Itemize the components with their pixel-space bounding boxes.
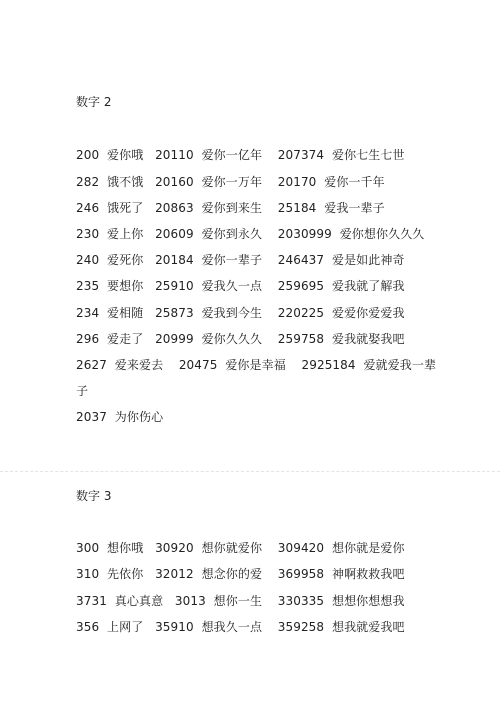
section-heading-digit-2: 数字 2 bbox=[76, 95, 112, 109]
text-line: 240 爱死你 20184 爱你一辈子 246437 爱是如此神奇 bbox=[76, 253, 405, 267]
text-line: 300 想你哦 30920 想你就爱你 309420 想你就是爱你 bbox=[76, 541, 405, 555]
text-line: 子 bbox=[76, 384, 89, 398]
text-line: 235 要想你 25910 爱我久一点 259695 爱我就了解我 bbox=[76, 279, 405, 293]
text-line: 2627 爱来爱去 20475 爱你是幸福 2925184 爱就爱我一辈 bbox=[76, 358, 437, 372]
text-line: 246 饿死了 20863 爱你到来生 25184 爱我一辈子 bbox=[76, 201, 385, 215]
document-page-2 bbox=[0, 472, 500, 708]
text-line: 296 爱走了 20999 爱你久久久 259758 爱我就娶我吧 bbox=[76, 332, 405, 346]
text-line: 2037 为你伤心 bbox=[76, 410, 164, 424]
text-line: 234 爱相随 25873 爱我到今生 220225 爱爱你爱爱我 bbox=[76, 306, 405, 320]
text-line: 230 爱上你 20609 爱你到永久 2030999 爱你想你久久久 bbox=[76, 227, 425, 241]
text-line: 200 爱你哦 20110 爱你一亿年 207374 爱你七生七世 bbox=[76, 148, 405, 162]
section-heading-digit-3: 数字 3 bbox=[76, 489, 112, 503]
text-line: 310 先依你 32012 想念你的爱 369958 神啊救救我吧 bbox=[76, 567, 405, 581]
text-line: 356 上网了 35910 想我久一点 359258 想我就爱我吧 bbox=[76, 620, 405, 634]
text-line: 3731 真心真意 3013 想你一生 330335 想想你想想我 bbox=[76, 594, 405, 608]
text-line: 282 饿不饿 20160 爱你一万年 20170 爱你一千年 bbox=[76, 175, 385, 189]
